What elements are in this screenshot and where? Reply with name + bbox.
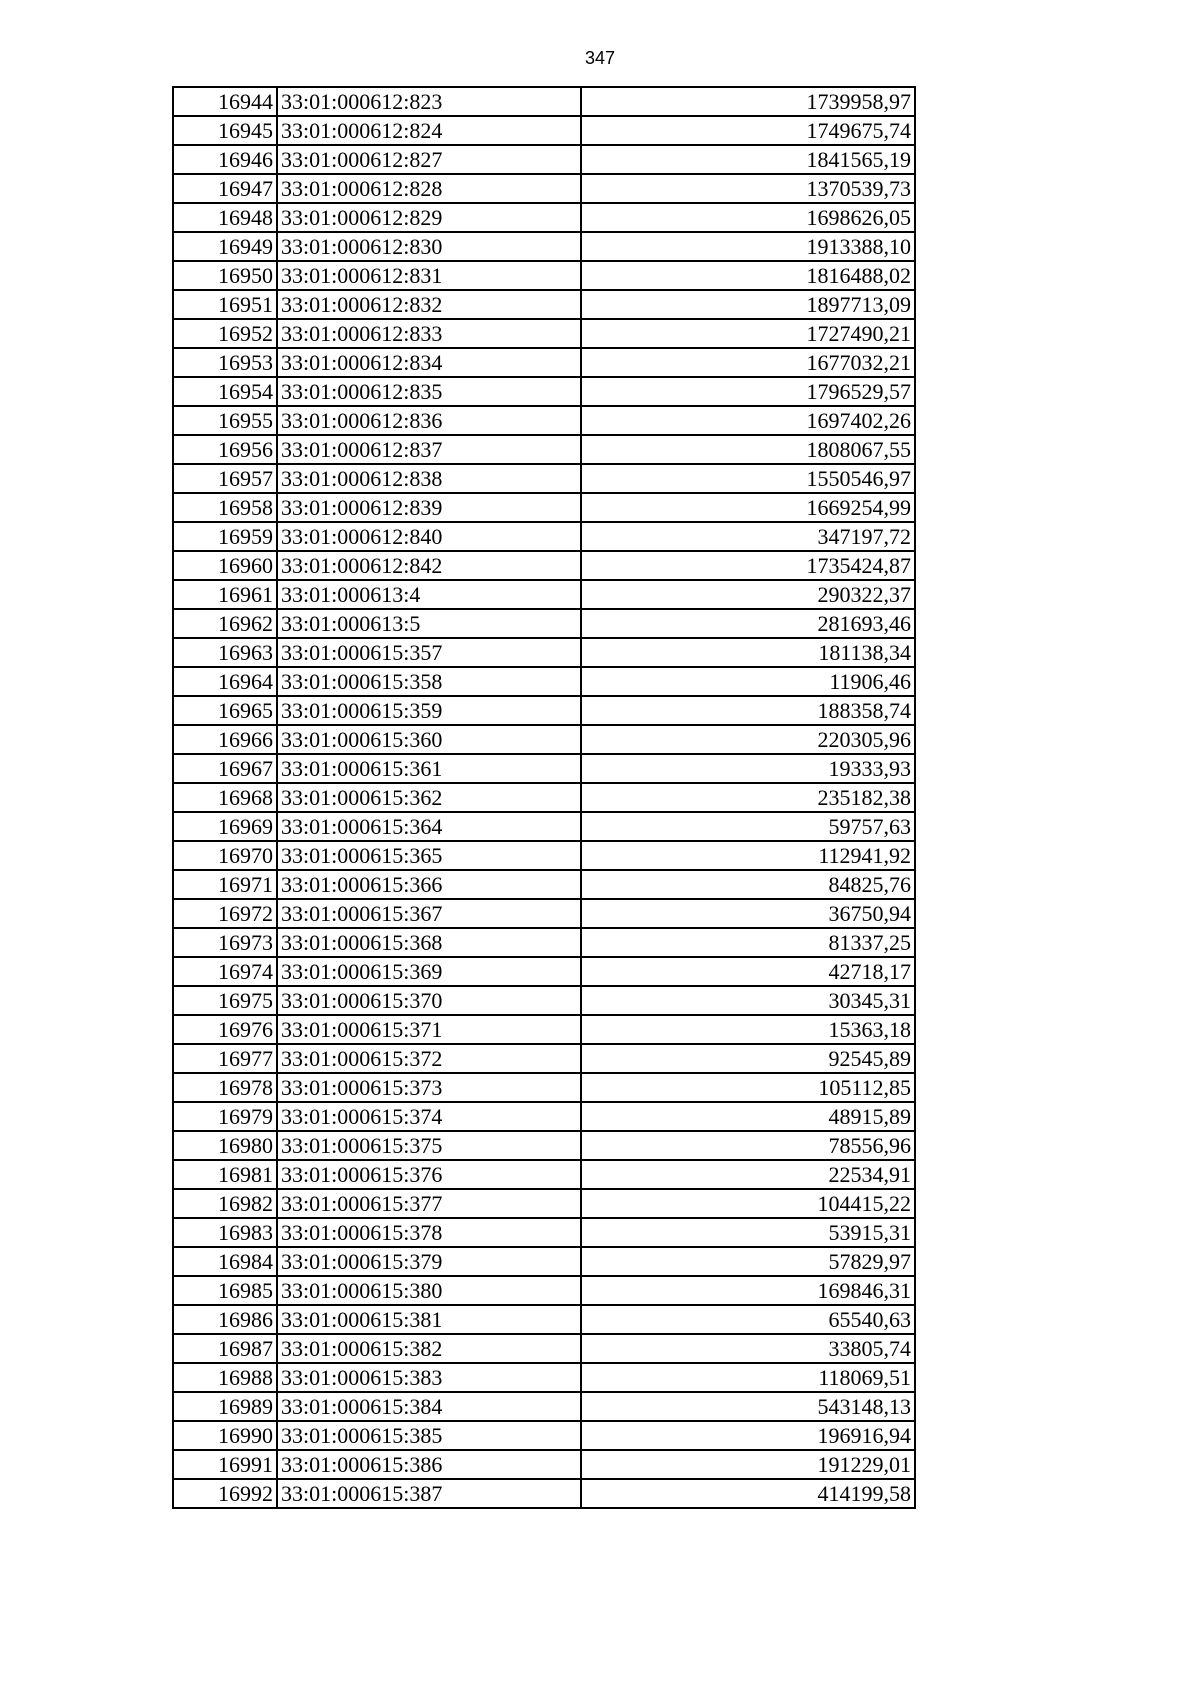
cadastral-value-cell: 1735424,87 — [581, 551, 915, 580]
table-row — [173, 957, 915, 986]
row-number-cell: 16968 — [173, 783, 277, 812]
table-row — [173, 1015, 915, 1044]
cadastral-value-cell: 1816488,02 — [581, 261, 915, 290]
cadastral-value-cell: 188358,74 — [581, 696, 915, 725]
row-number-cell: 16970 — [173, 841, 277, 870]
table-row — [173, 348, 915, 377]
cadastral-number-cell: 33:01:000615:387 — [277, 1479, 581, 1508]
cadastral-number-cell: 33:01:000615:377 — [277, 1189, 581, 1218]
cadastral-value-cell: 112941,92 — [581, 841, 915, 870]
row-number-cell: 16955 — [173, 406, 277, 435]
row-number-cell: 16985 — [173, 1276, 277, 1305]
cadastral-number-cell: 33:01:000615:378 — [277, 1218, 581, 1247]
table-row — [173, 1073, 915, 1102]
table-row — [173, 1044, 915, 1073]
table-row — [173, 638, 915, 667]
row-number-cell: 16988 — [173, 1363, 277, 1392]
cadastral-number-cell: 33:01:000612:823 — [277, 87, 581, 116]
cadastral-number-cell: 33:01:000612:829 — [277, 203, 581, 232]
cadastral-value-cell: 105112,85 — [581, 1073, 915, 1102]
cadastral-value-cell: 1698626,05 — [581, 203, 915, 232]
table-row — [173, 609, 915, 638]
table-row — [173, 1276, 915, 1305]
cadastral-value-cell: 169846,31 — [581, 1276, 915, 1305]
table-row — [173, 928, 915, 957]
table-row — [173, 1450, 915, 1479]
cadastral-number-cell: 33:01:000615:381 — [277, 1305, 581, 1334]
cadastral-value-cell: 1550546,97 — [581, 464, 915, 493]
cadastral-number-cell: 33:01:000613:5 — [277, 609, 581, 638]
cadastral-number-cell: 33:01:000615:380 — [277, 1276, 581, 1305]
cadastral-number-cell: 33:01:000615:372 — [277, 1044, 581, 1073]
cadastral-value-cell: 36750,94 — [581, 899, 915, 928]
row-number-cell: 16983 — [173, 1218, 277, 1247]
table-row — [173, 261, 915, 290]
row-number-cell: 16981 — [173, 1160, 277, 1189]
table-row — [173, 1305, 915, 1334]
cadastral-number-cell: 33:01:000615:361 — [277, 754, 581, 783]
cadastral-number-cell: 33:01:000612:840 — [277, 522, 581, 551]
cadastral-number-cell: 33:01:000615:359 — [277, 696, 581, 725]
table-row — [173, 812, 915, 841]
table-row — [173, 1131, 915, 1160]
row-number-cell: 16980 — [173, 1131, 277, 1160]
cadastral-number-cell: 33:01:000615:373 — [277, 1073, 581, 1102]
row-number-cell: 16950 — [173, 261, 277, 290]
cadastral-number-cell: 33:01:000612:838 — [277, 464, 581, 493]
cadastral-value-cell: 30345,31 — [581, 986, 915, 1015]
table-row — [173, 754, 915, 783]
cadastral-value-cell: 22534,91 — [581, 1160, 915, 1189]
table-row — [173, 1392, 915, 1421]
table-row — [173, 551, 915, 580]
cadastral-number-cell: 33:01:000612:831 — [277, 261, 581, 290]
cadastral-number-cell: 33:01:000612:832 — [277, 290, 581, 319]
page-number: 347 — [584, 48, 616, 68]
table-row — [173, 841, 915, 870]
cadastral-value-cell: 57829,97 — [581, 1247, 915, 1276]
table-row — [173, 1160, 915, 1189]
cadastral-value-table — [172, 86, 916, 1509]
cadastral-value-cell: 220305,96 — [581, 725, 915, 754]
row-number-cell: 16963 — [173, 638, 277, 667]
cadastral-value-cell: 543148,13 — [581, 1392, 915, 1421]
table-row — [173, 1363, 915, 1392]
cadastral-number-cell: 33:01:000612:837 — [277, 435, 581, 464]
cadastral-value-cell: 15363,18 — [581, 1015, 915, 1044]
cadastral-number-cell: 33:01:000615:386 — [277, 1450, 581, 1479]
row-number-cell: 16991 — [173, 1450, 277, 1479]
cadastral-number-cell: 33:01:000615:358 — [277, 667, 581, 696]
table-row — [173, 174, 915, 203]
cadastral-value-cell: 290322,37 — [581, 580, 915, 609]
cadastral-number-cell: 33:01:000615:383 — [277, 1363, 581, 1392]
cadastral-number-cell: 33:01:000612:824 — [277, 116, 581, 145]
cadastral-value-cell: 81337,25 — [581, 928, 915, 957]
cadastral-value-cell: 347197,72 — [581, 522, 915, 551]
cadastral-value-cell: 48915,89 — [581, 1102, 915, 1131]
cadastral-number-cell: 33:01:000612:842 — [277, 551, 581, 580]
row-number-cell: 16987 — [173, 1334, 277, 1363]
cadastral-number-cell: 33:01:000615:364 — [277, 812, 581, 841]
cadastral-value-cell: 1749675,74 — [581, 116, 915, 145]
table-row — [173, 1421, 915, 1450]
row-number-cell: 16954 — [173, 377, 277, 406]
table-row — [173, 725, 915, 754]
cadastral-value-cell: 1913388,10 — [581, 232, 915, 261]
cadastral-value-cell: 42718,17 — [581, 957, 915, 986]
row-number-cell: 16947 — [173, 174, 277, 203]
cadastral-value-cell: 1808067,55 — [581, 435, 915, 464]
cadastral-number-cell: 33:01:000615:375 — [277, 1131, 581, 1160]
row-number-cell: 16984 — [173, 1247, 277, 1276]
cadastral-number-cell: 33:01:000612:835 — [277, 377, 581, 406]
cadastral-number-cell: 33:01:000612:833 — [277, 319, 581, 348]
row-number-cell: 16990 — [173, 1421, 277, 1450]
table-row — [173, 1247, 915, 1276]
row-number-cell: 16952 — [173, 319, 277, 348]
row-number-cell: 16962 — [173, 609, 277, 638]
table-row — [173, 986, 915, 1015]
row-number-cell: 16944 — [173, 87, 277, 116]
row-number-cell: 16957 — [173, 464, 277, 493]
cadastral-value-cell: 65540,63 — [581, 1305, 915, 1334]
cadastral-value-cell: 1677032,21 — [581, 348, 915, 377]
table-row — [173, 116, 915, 145]
row-number-cell: 16977 — [173, 1044, 277, 1073]
cadastral-value-cell: 59757,63 — [581, 812, 915, 841]
cadastral-value-cell: 84825,76 — [581, 870, 915, 899]
cadastral-number-cell: 33:01:000615:357 — [277, 638, 581, 667]
cadastral-value-cell: 19333,93 — [581, 754, 915, 783]
cadastral-number-cell: 33:01:000612:830 — [277, 232, 581, 261]
cadastral-value-cell: 92545,89 — [581, 1044, 915, 1073]
row-number-cell: 16945 — [173, 116, 277, 145]
cadastral-number-cell: 33:01:000612:834 — [277, 348, 581, 377]
cadastral-value-cell: 1370539,73 — [581, 174, 915, 203]
table-row — [173, 783, 915, 812]
cadastral-value-cell: 281693,46 — [581, 609, 915, 638]
row-number-cell: 16956 — [173, 435, 277, 464]
row-number-cell: 16958 — [173, 493, 277, 522]
cadastral-value-cell: 118069,51 — [581, 1363, 915, 1392]
row-number-cell: 16967 — [173, 754, 277, 783]
cadastral-number-cell: 33:01:000615:367 — [277, 899, 581, 928]
row-number-cell: 16975 — [173, 986, 277, 1015]
cadastral-number-cell: 33:01:000615:384 — [277, 1392, 581, 1421]
cadastral-value-cell: 53915,31 — [581, 1218, 915, 1247]
cadastral-value-cell: 235182,38 — [581, 783, 915, 812]
cadastral-value-cell: 196916,94 — [581, 1421, 915, 1450]
row-number-cell: 16978 — [173, 1073, 277, 1102]
cadastral-number-cell: 33:01:000615:369 — [277, 957, 581, 986]
table-row — [173, 377, 915, 406]
row-number-cell: 16948 — [173, 203, 277, 232]
cadastral-number-cell: 33:01:000615:376 — [277, 1160, 581, 1189]
row-number-cell: 16974 — [173, 957, 277, 986]
cadastral-value-cell: 33805,74 — [581, 1334, 915, 1363]
row-number-cell: 16960 — [173, 551, 277, 580]
table-body — [173, 87, 915, 1508]
cadastral-value-cell: 1669254,99 — [581, 493, 915, 522]
table-row — [173, 870, 915, 899]
table-row — [173, 232, 915, 261]
table-row — [173, 696, 915, 725]
table-row — [173, 1479, 915, 1508]
row-number-cell: 16953 — [173, 348, 277, 377]
row-number-cell: 16971 — [173, 870, 277, 899]
cadastral-value-cell: 1727490,21 — [581, 319, 915, 348]
table-row — [173, 580, 915, 609]
row-number-cell: 16951 — [173, 290, 277, 319]
cadastral-number-cell: 33:01:000615:362 — [277, 783, 581, 812]
cadastral-number-cell: 33:01:000615:379 — [277, 1247, 581, 1276]
row-number-cell: 16959 — [173, 522, 277, 551]
cadastral-number-cell: 33:01:000612:839 — [277, 493, 581, 522]
row-number-cell: 16964 — [173, 667, 277, 696]
row-number-cell: 16992 — [173, 1479, 277, 1508]
cadastral-value-cell: 414199,58 — [581, 1479, 915, 1508]
table-row — [173, 1189, 915, 1218]
row-number-cell: 16979 — [173, 1102, 277, 1131]
table-row — [173, 522, 915, 551]
table-row — [173, 899, 915, 928]
table-row — [173, 1334, 915, 1363]
cadastral-number-cell: 33:01:000612:828 — [277, 174, 581, 203]
table-row — [173, 1218, 915, 1247]
row-number-cell: 16969 — [173, 812, 277, 841]
table-row — [173, 290, 915, 319]
row-number-cell: 16961 — [173, 580, 277, 609]
cadastral-number-cell: 33:01:000615:370 — [277, 986, 581, 1015]
cadastral-value-cell: 181138,34 — [581, 638, 915, 667]
cadastral-number-cell: 33:01:000615:366 — [277, 870, 581, 899]
table-row — [173, 667, 915, 696]
table-row — [173, 464, 915, 493]
cadastral-number-cell: 33:01:000612:836 — [277, 406, 581, 435]
table-row — [173, 145, 915, 174]
cadastral-number-cell: 33:01:000615:368 — [277, 928, 581, 957]
cadastral-number-cell: 33:01:000615:371 — [277, 1015, 581, 1044]
cadastral-value-cell: 1897713,09 — [581, 290, 915, 319]
table-row — [173, 406, 915, 435]
table-row — [173, 319, 915, 348]
cadastral-value-cell: 11906,46 — [581, 667, 915, 696]
row-number-cell: 16965 — [173, 696, 277, 725]
cadastral-number-cell: 33:01:000615:365 — [277, 841, 581, 870]
cadastral-value-cell: 1841565,19 — [581, 145, 915, 174]
cadastral-value-cell: 78556,96 — [581, 1131, 915, 1160]
cadastral-number-cell: 33:01:000615:374 — [277, 1102, 581, 1131]
table-row — [173, 1102, 915, 1131]
cadastral-value-cell: 104415,22 — [581, 1189, 915, 1218]
row-number-cell: 16986 — [173, 1305, 277, 1334]
row-number-cell: 16989 — [173, 1392, 277, 1421]
cadastral-value-cell: 1739958,97 — [581, 87, 915, 116]
cadastral-value-cell: 1697402,26 — [581, 406, 915, 435]
table-row — [173, 493, 915, 522]
cadastral-number-cell: 33:01:000615:382 — [277, 1334, 581, 1363]
row-number-cell: 16972 — [173, 899, 277, 928]
cadastral-number-cell: 33:01:000615:360 — [277, 725, 581, 754]
cadastral-value-cell: 1796529,57 — [581, 377, 915, 406]
row-number-cell: 16966 — [173, 725, 277, 754]
cadastral-number-cell: 33:01:000612:827 — [277, 145, 581, 174]
table-row — [173, 435, 915, 464]
cadastral-number-cell: 33:01:000615:385 — [277, 1421, 581, 1450]
cadastral-number-cell: 33:01:000613:4 — [277, 580, 581, 609]
row-number-cell: 16949 — [173, 232, 277, 261]
cadastral-value-cell: 191229,01 — [581, 1450, 915, 1479]
table-row — [173, 87, 915, 116]
row-number-cell: 16982 — [173, 1189, 277, 1218]
row-number-cell: 16973 — [173, 928, 277, 957]
row-number-cell: 16976 — [173, 1015, 277, 1044]
table-row — [173, 203, 915, 232]
row-number-cell: 16946 — [173, 145, 277, 174]
